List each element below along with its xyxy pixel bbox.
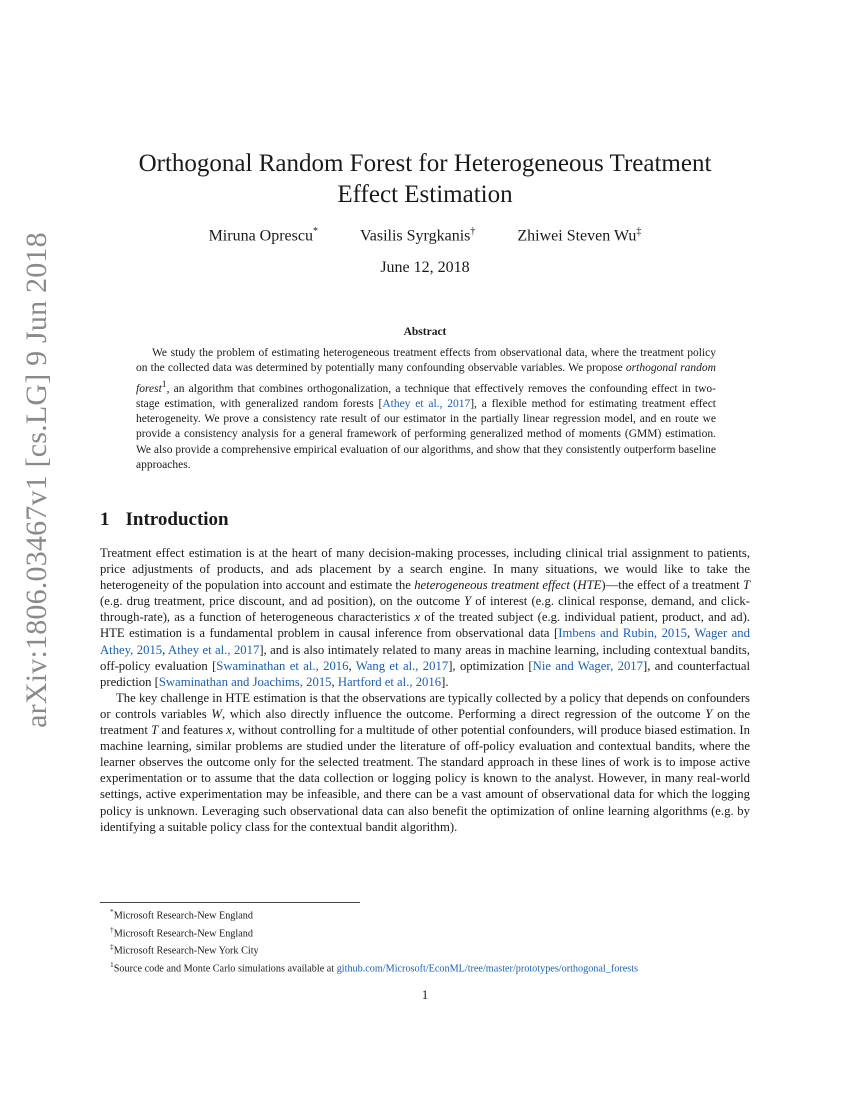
author: Miruna Oprescu* — [208, 226, 318, 245]
section-number: 1 — [100, 509, 110, 530]
citation-link[interactable]: Hartford et al., 2016 — [337, 674, 442, 689]
paragraph: The key challenge in HTE estimation is that the observations are typically collected by a policy that depends on confounders or controls variables W, which also directly influence the outcome. Performing a direct regression of the outcome Y on the treatment T and features x, without controlling for a multitude of other potential confounders, will produce biased estimation. In machine learning, similar problems are studied under the literature of off-policy evaluation and contextual bandits, where the learner observes the outcome only for the selected treatment. The standard approach in these lines of work is to impose active experimentation or to assume that the data collection or logging policy is known to the analyst. However, in many real-world settings, active experimentation may be infeasible, and there can be a vast amount of observational data for which the logging policy is unknown. Leveraging such observational data can also benefit the optimization of online learning algorithms (e.g. by identifying a suitable policy class for the contextual bandit algorithm). — [100, 690, 750, 834]
title-line-1: Orthogonal Random Forest for Heterogeneous Treatment — [138, 150, 712, 177]
citation-link[interactable]: Wang et al., 2017 — [355, 658, 449, 673]
footnote-divider — [100, 902, 360, 903]
page-number: 1 — [421, 988, 429, 1002]
abstract-body: We study the problem of estimating heterogeneous treatment effects from observational data, where the treatment policy on the collected data was determined by potentially many confounding observable variables. We propose orthogonal random forest$^1$, an algorithm that combines orthogonalization, a technique that effectively removes the confounding effect in two-stage estimation, with generalized random forests [Athey et al., 2017], a flexible method for estimating treatment effect heterogeneity. We prove a consistency rate result of our estimator in the partially linear regression model, and en route we provide a consistency analysis for a general framework of performing generalized method of moments (GMM) estimation. We also provide a comprehensive empirical evaluation of our algorithms, and show that they consistently outperform baseline approaches. — [136, 347, 717, 471]
code-repository-link[interactable]: github.com/Microsoft/EconML/tree/master/prototypes/orthogonal_forests — [336, 963, 639, 975]
section-heading — [100, 509, 229, 531]
paper-title — [100, 148, 750, 210]
footnote: †Microsoft Research-New England — [110, 924, 253, 940]
section-title: Introduction — [125, 509, 229, 530]
author-list — [100, 226, 750, 245]
abstract-heading: Abstract — [403, 326, 447, 338]
footnote: ‡Microsoft Research-New York City — [110, 942, 259, 957]
author: Vasilis Syrgkanis† — [359, 226, 476, 245]
citation-link[interactable]: Nie and Wager, 2017 — [532, 658, 643, 673]
citation-link[interactable]: Athey et al., 2017 — [168, 642, 260, 657]
footnote: *Microsoft Research-New England — [110, 907, 253, 922]
citation-link[interactable]: Wager and Athey, 2015 — [100, 626, 750, 657]
author: Zhiwei Steven Wu‡ — [517, 226, 642, 245]
citation-link[interactable]: Imbens and Rubin, 2015 — [558, 626, 687, 641]
paragraph: Treatment effect estimation is at the heart of many decision-making processes, including clinical trial assignment to patients, price adjustments of products, and ads placement by a search engine. In many situations, we would like to take the heterogeneity of the population into account and estimate the heterogeneous treatment effect (HTE)—the effect of a treatment T (e.g. drug treatment, price discount, and ad position), on the outcome Y of interest (e.g. clinical response, demand, and click-through-rate), as a function of heterogeneous characteristics x of the treated subject (e.g. individual patient, product, and ad). HTE estimation is a fundamental problem in causal inference from observational data [Imbens and Rubin, 2015, Wager and Athey, 2015, Athey et al., 2017], and is also intimately related to many areas in machine learning, including contextual bandits, off-policy evaluation [Swaminathan et al., 2016, Wang et al., 2017], optimization [Nie and Wager, 2017], and counterfactual prediction [Swaminathan and Joachims, 2015, Hartford et al., 2016]. — [100, 546, 750, 689]
citation-link[interactable]: Swaminathan and Joachims, 2015 — [158, 674, 332, 689]
publication-date: June 12, 2018 — [380, 259, 470, 276]
title-line-2: Effect Estimation — [337, 181, 513, 208]
footnote-marker[interactable]: 1 — [161, 378, 167, 390]
citation-link[interactable]: Athey et al., 2017 — [382, 397, 471, 410]
footnote: $^1$Source code and Monte Carlo simulations available at github.com/Microsoft/EconML/tree/master/prototypes/orthogonal_forests — [110, 960, 639, 975]
citation-link[interactable]: Swaminathan et al., 2016 — [216, 658, 349, 673]
footnotes — [110, 905, 760, 976]
introduction-body — [100, 545, 750, 835]
arxiv-stamp-text: arXiv:1806.03467v1 [cs.LG] 9 Jun 2018 — [20, 232, 53, 728]
